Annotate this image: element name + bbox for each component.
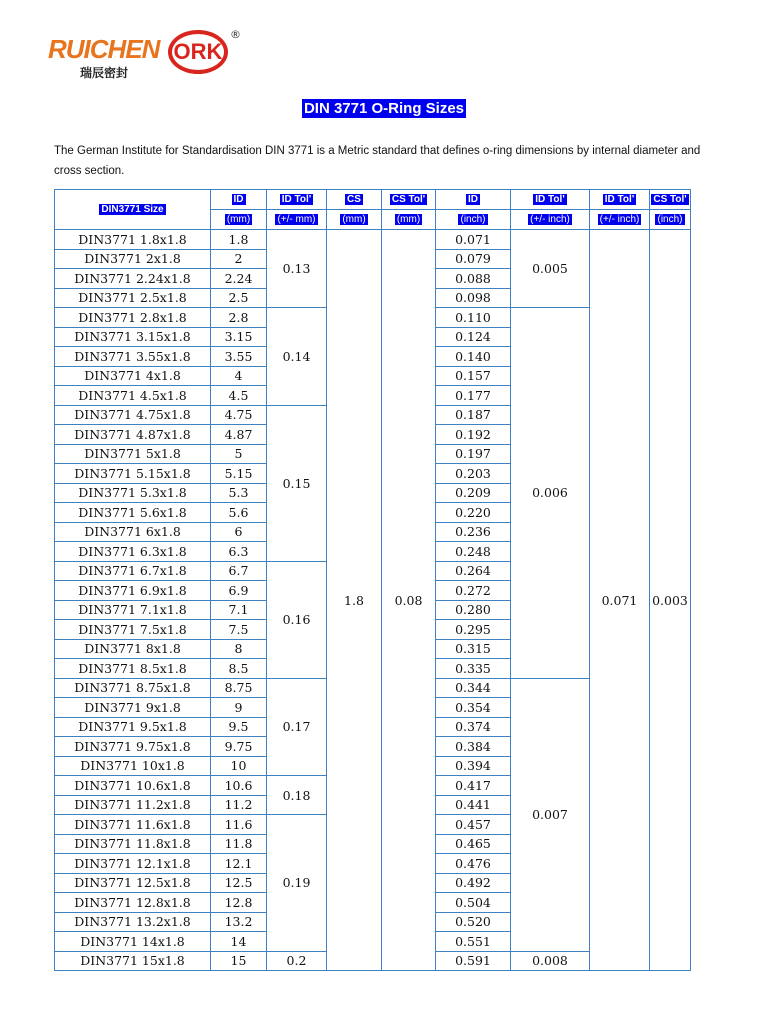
id-inch-cell: 0.394 bbox=[436, 756, 511, 776]
header-idtol-inch: ID Tol' bbox=[511, 190, 590, 210]
header-cstol-inch-unit: (inch) bbox=[650, 210, 691, 230]
size-cell: DIN3771 2.24x1.8 bbox=[55, 269, 211, 289]
id-mm-cell: 2.5 bbox=[211, 288, 267, 308]
id-mm-cell: 11.6 bbox=[211, 815, 267, 835]
logo-brand-text: RUICHEN bbox=[48, 34, 160, 64]
size-cell: DIN3771 4.5x1.8 bbox=[55, 386, 211, 406]
id-mm-cell: 6 bbox=[211, 522, 267, 542]
id-tol-mm-cell: 0.16 bbox=[267, 561, 327, 678]
id-inch-cell: 0.551 bbox=[436, 932, 511, 952]
id-inch-cell: 0.441 bbox=[436, 795, 511, 815]
size-cell: DIN3771 12.5x1.8 bbox=[55, 873, 211, 893]
id-mm-cell: 15 bbox=[211, 951, 267, 971]
id-inch-cell: 0.236 bbox=[436, 522, 511, 542]
id-mm-cell: 12.1 bbox=[211, 854, 267, 874]
id-mm-cell: 9.5 bbox=[211, 717, 267, 737]
id-inch-cell: 0.272 bbox=[436, 581, 511, 601]
id-mm-cell: 11.8 bbox=[211, 834, 267, 854]
id-mm-cell: 2.24 bbox=[211, 269, 267, 289]
id-mm-cell: 13.2 bbox=[211, 912, 267, 932]
size-cell: DIN3771 2.5x1.8 bbox=[55, 288, 211, 308]
size-cell: DIN3771 7.1x1.8 bbox=[55, 600, 211, 620]
size-cell: DIN3771 9.5x1.8 bbox=[55, 717, 211, 737]
size-cell: DIN3771 10x1.8 bbox=[55, 756, 211, 776]
size-cell: DIN3771 8.75x1.8 bbox=[55, 678, 211, 698]
id-inch-cell: 0.280 bbox=[436, 600, 511, 620]
header-cs-mm: CS bbox=[327, 190, 382, 210]
id-tol-mm-cell: 0.15 bbox=[267, 405, 327, 561]
id-mm-cell: 6.3 bbox=[211, 542, 267, 562]
id-inch-cell: 0.417 bbox=[436, 776, 511, 796]
size-cell: DIN3771 11.8x1.8 bbox=[55, 834, 211, 854]
id-inch-cell: 0.264 bbox=[436, 561, 511, 581]
id-inch-cell: 0.140 bbox=[436, 347, 511, 367]
size-cell: DIN3771 1.8x1.8 bbox=[55, 230, 211, 250]
id-mm-cell: 6.7 bbox=[211, 561, 267, 581]
id-inch-cell: 0.098 bbox=[436, 288, 511, 308]
id-inch-cell: 0.492 bbox=[436, 873, 511, 893]
id-mm-cell: 4.87 bbox=[211, 425, 267, 445]
id-mm-cell: 4 bbox=[211, 366, 267, 386]
id-tol-mm-cell: 0.18 bbox=[267, 776, 327, 815]
size-cell: DIN3771 3.55x1.8 bbox=[55, 347, 211, 367]
id-mm-cell: 4.5 bbox=[211, 386, 267, 406]
company-logo bbox=[48, 26, 248, 82]
cs-mm-cell: 1.8 bbox=[327, 230, 382, 971]
id-inch-cell: 0.374 bbox=[436, 717, 511, 737]
id-tol-mm-cell: 0.19 bbox=[267, 815, 327, 952]
header-id-inch-unit: (inch) bbox=[436, 210, 511, 230]
id-mm-cell: 14 bbox=[211, 932, 267, 952]
id-tol-inch-cell: 0.006 bbox=[511, 308, 590, 679]
id-inch-cell: 0.354 bbox=[436, 698, 511, 718]
id-inch-cell: 0.384 bbox=[436, 737, 511, 757]
logo-brand-cn-text: 瑞辰密封 bbox=[80, 66, 129, 80]
id-tol-mm-cell: 0.17 bbox=[267, 678, 327, 776]
id-mm-cell: 8.75 bbox=[211, 678, 267, 698]
id-mm-cell: 6.9 bbox=[211, 581, 267, 601]
id-tol-mm-cell: 0.2 bbox=[267, 951, 327, 971]
size-cell: DIN3771 7.5x1.8 bbox=[55, 620, 211, 640]
id-tol-inch-merged-cell: 0.071 bbox=[590, 230, 650, 971]
id-mm-cell: 11.2 bbox=[211, 795, 267, 815]
size-cell: DIN3771 2x1.8 bbox=[55, 249, 211, 269]
header-cstol-mm: CS Tol' bbox=[382, 190, 436, 210]
id-mm-cell: 7.1 bbox=[211, 600, 267, 620]
header-cstol-mm-unit: (mm) bbox=[382, 210, 436, 230]
id-tol-mm-cell: 0.14 bbox=[267, 308, 327, 406]
size-cell: DIN3771 4.87x1.8 bbox=[55, 425, 211, 445]
id-inch-cell: 0.465 bbox=[436, 834, 511, 854]
id-mm-cell: 9 bbox=[211, 698, 267, 718]
id-inch-cell: 0.209 bbox=[436, 483, 511, 503]
header-id-mm: ID bbox=[211, 190, 267, 210]
logo-badge: ORK bbox=[168, 30, 228, 74]
size-cell: DIN3771 5.15x1.8 bbox=[55, 464, 211, 484]
id-inch-cell: 0.192 bbox=[436, 425, 511, 445]
size-cell: DIN3771 14x1.8 bbox=[55, 932, 211, 952]
size-cell: DIN3771 6x1.8 bbox=[55, 522, 211, 542]
id-mm-cell: 3.55 bbox=[211, 347, 267, 367]
registered-mark: ® bbox=[230, 28, 241, 41]
id-inch-cell: 0.088 bbox=[436, 269, 511, 289]
size-cell: DIN3771 9x1.8 bbox=[55, 698, 211, 718]
header-idtol-mm-unit: (+/- mm) bbox=[267, 210, 327, 230]
id-inch-cell: 0.520 bbox=[436, 912, 511, 932]
id-tol-inch-cell: 0.007 bbox=[511, 678, 590, 951]
id-inch-cell: 0.220 bbox=[436, 503, 511, 523]
id-inch-cell: 0.157 bbox=[436, 366, 511, 386]
size-cell: DIN3771 10.6x1.8 bbox=[55, 776, 211, 796]
size-cell: DIN3771 2.8x1.8 bbox=[55, 308, 211, 328]
id-tol-mm-cell: 0.13 bbox=[267, 230, 327, 308]
id-inch-cell: 0.315 bbox=[436, 639, 511, 659]
id-inch-cell: 0.177 bbox=[436, 386, 511, 406]
size-cell: DIN3771 11.2x1.8 bbox=[55, 795, 211, 815]
header-id-mm-unit: (mm) bbox=[211, 210, 267, 230]
size-cell: DIN3771 5.3x1.8 bbox=[55, 483, 211, 503]
id-inch-cell: 0.197 bbox=[436, 444, 511, 464]
id-inch-cell: 0.187 bbox=[436, 405, 511, 425]
id-inch-cell: 0.203 bbox=[436, 464, 511, 484]
header-idtol-inch-2-unit: (+/- inch) bbox=[590, 210, 650, 230]
id-mm-cell: 5.15 bbox=[211, 464, 267, 484]
oring-size-table bbox=[54, 189, 691, 971]
id-inch-cell: 0.457 bbox=[436, 815, 511, 835]
header-idtol-inch-2: ID Tol' bbox=[590, 190, 650, 210]
table-row bbox=[55, 230, 691, 250]
id-inch-cell: 0.335 bbox=[436, 659, 511, 679]
id-inch-cell: 0.344 bbox=[436, 678, 511, 698]
size-cell: DIN3771 9.75x1.8 bbox=[55, 737, 211, 757]
cs-tol-mm-cell: 0.08 bbox=[382, 230, 436, 971]
size-cell: DIN3771 4.75x1.8 bbox=[55, 405, 211, 425]
size-cell: DIN3771 5x1.8 bbox=[55, 444, 211, 464]
size-cell: DIN3771 5.6x1.8 bbox=[55, 503, 211, 523]
id-mm-cell: 10 bbox=[211, 756, 267, 776]
size-cell: DIN3771 6.7x1.8 bbox=[55, 561, 211, 581]
id-tol-inch-cell: 0.008 bbox=[511, 951, 590, 971]
id-inch-cell: 0.079 bbox=[436, 249, 511, 269]
id-mm-cell: 5 bbox=[211, 444, 267, 464]
size-cell: DIN3771 6.3x1.8 bbox=[55, 542, 211, 562]
header-idtol-inch-unit: (+/- inch) bbox=[511, 210, 590, 230]
id-mm-cell: 8.5 bbox=[211, 659, 267, 679]
id-inch-cell: 0.248 bbox=[436, 542, 511, 562]
cs-tol-inch-cell: 0.003 bbox=[650, 230, 691, 971]
header-idtol-mm: ID Tol' bbox=[267, 190, 327, 210]
id-mm-cell: 2 bbox=[211, 249, 267, 269]
id-mm-cell: 7.5 bbox=[211, 620, 267, 640]
id-mm-cell: 5.3 bbox=[211, 483, 267, 503]
size-cell: DIN3771 12.8x1.8 bbox=[55, 893, 211, 913]
id-inch-cell: 0.071 bbox=[436, 230, 511, 250]
id-inch-cell: 0.124 bbox=[436, 327, 511, 347]
id-tol-inch-cell: 0.005 bbox=[511, 230, 590, 308]
id-mm-cell: 12.5 bbox=[211, 873, 267, 893]
id-inch-cell: 0.504 bbox=[436, 893, 511, 913]
id-mm-cell: 4.75 bbox=[211, 405, 267, 425]
id-mm-cell: 1.8 bbox=[211, 230, 267, 250]
size-cell: DIN3771 8.5x1.8 bbox=[55, 659, 211, 679]
size-cell: DIN3771 4x1.8 bbox=[55, 366, 211, 386]
header-cs-mm-unit: (mm) bbox=[327, 210, 382, 230]
header-size: DIN3771 Size bbox=[55, 190, 211, 230]
id-mm-cell: 5.6 bbox=[211, 503, 267, 523]
page-title: DIN 3771 O-Ring Sizes bbox=[303, 100, 465, 117]
size-cell: DIN3771 8x1.8 bbox=[55, 639, 211, 659]
id-mm-cell: 9.75 bbox=[211, 737, 267, 757]
size-cell: DIN3771 15x1.8 bbox=[55, 951, 211, 971]
size-cell: DIN3771 12.1x1.8 bbox=[55, 854, 211, 874]
size-cell: DIN3771 6.9x1.8 bbox=[55, 581, 211, 601]
id-mm-cell: 12.8 bbox=[211, 893, 267, 913]
id-inch-cell: 0.295 bbox=[436, 620, 511, 640]
id-mm-cell: 2.8 bbox=[211, 308, 267, 328]
id-inch-cell: 0.591 bbox=[436, 951, 511, 971]
id-mm-cell: 8 bbox=[211, 639, 267, 659]
id-inch-cell: 0.476 bbox=[436, 854, 511, 874]
id-mm-cell: 10.6 bbox=[211, 776, 267, 796]
size-cell: DIN3771 3.15x1.8 bbox=[55, 327, 211, 347]
header-cstol-inch: CS Tol' bbox=[650, 190, 691, 210]
id-mm-cell: 3.15 bbox=[211, 327, 267, 347]
size-cell: DIN3771 13.2x1.8 bbox=[55, 912, 211, 932]
header-id-inch: ID bbox=[436, 190, 511, 210]
id-inch-cell: 0.110 bbox=[436, 308, 511, 328]
size-cell: DIN3771 11.6x1.8 bbox=[55, 815, 211, 835]
intro-paragraph: The German Institute for Standardisation DIN 3771 is a Metric standard that defines o-ring dimensions by internal diameter and cross section. bbox=[54, 145, 701, 177]
